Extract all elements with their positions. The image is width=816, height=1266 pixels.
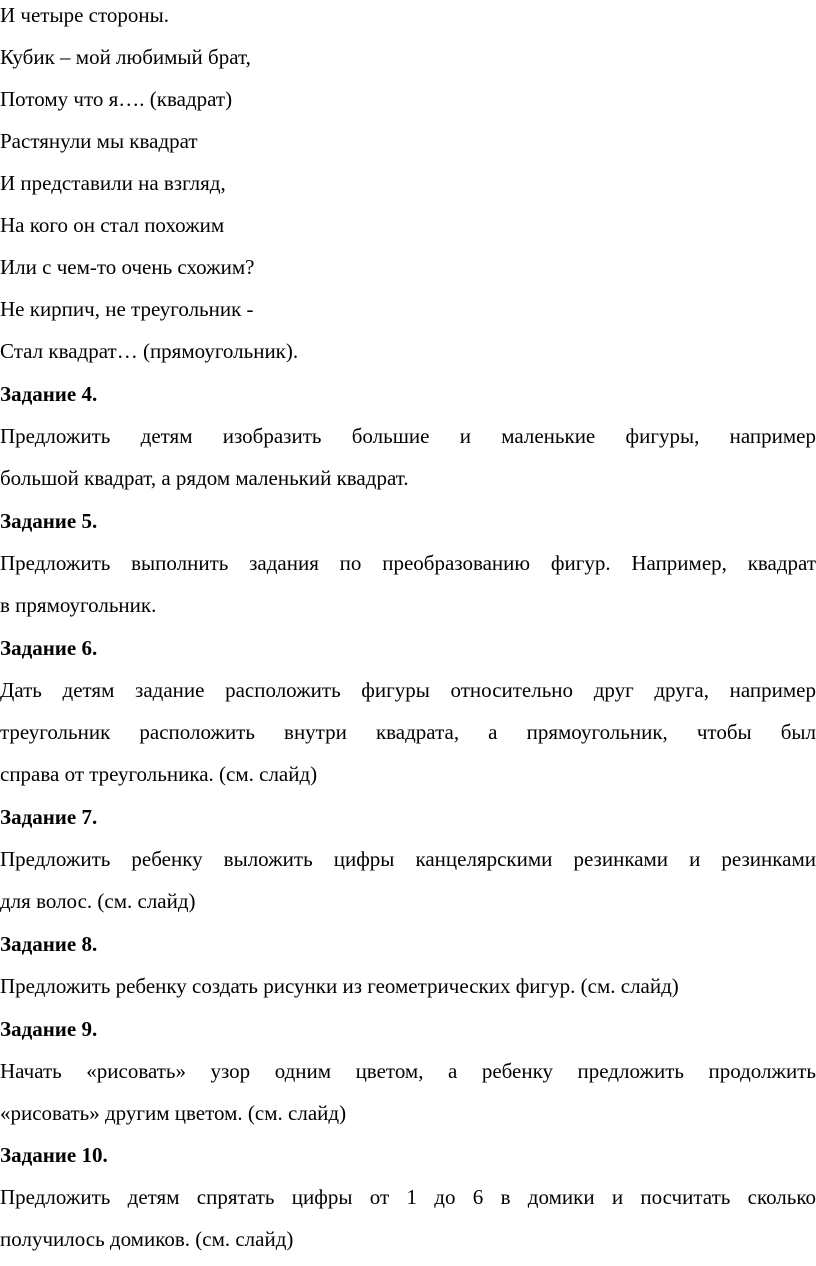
poem-line: На кого он стал похожим [0, 213, 225, 237]
poem-line: И представили на взгляд, [0, 171, 226, 195]
poem-line: Растянули мы квадрат [0, 129, 198, 153]
task-text-line: «рисовать» другим цветом. (см. слайд) [0, 1101, 347, 1125]
task-text-line: Предложить ребенку создать рисунки из геометрических фигур. (см. слайд) [0, 974, 679, 998]
task-text-line: Предложить детям спрятать цифры от 1 до 6 в домики и посчитать сколько [0, 1185, 816, 1209]
task-text-line: большой квадрат, а рядом маленький квадрат. [0, 466, 409, 490]
task-heading: Задание 8. [0, 932, 98, 956]
poem-line: Потому что я…. (квадрат) [0, 87, 233, 111]
task-heading: Задание 9. [0, 1017, 98, 1041]
task-heading: Задание 5. [0, 509, 98, 533]
task-heading: Задание 6. [0, 636, 98, 660]
task-text-line: получилось домиков. (см. слайд) [0, 1227, 294, 1251]
task-heading: Задание 4. [0, 382, 98, 406]
task-text-line: Начать «рисовать» узор одним цветом, а ребенку предложить продолжить [0, 1059, 816, 1083]
task-text-line: в прямоугольник. [0, 593, 157, 617]
task-text-line: Предложить ребенку выложить цифры канцелярскими резинками и резинками [0, 847, 816, 871]
task-text-line: для волос. (см. слайд) [0, 889, 196, 913]
task-text-line: Дать детям задание расположить фигуры относительно друг друга, например [0, 678, 816, 702]
poem-line: Не кирпич, не треугольник - [0, 297, 254, 321]
poem-line: Стал квадрат… (прямоугольник). [0, 339, 299, 363]
task-heading: Задание 7. [0, 805, 98, 829]
poem-line: И четыре стороны. [0, 3, 169, 27]
task-text-line: Предложить выполнить задания по преобразованию фигур. Например, квадрат [0, 551, 816, 575]
poem-line: Кубик – мой любимый брат, [0, 45, 251, 69]
poem-line: Или с чем-то очень схожим? [0, 255, 255, 279]
task-text-line: треугольник расположить внутри квадрата, а прямоугольник, чтобы был [0, 720, 816, 744]
task-heading: Задание 10. [0, 1143, 108, 1167]
task-text-line: справа от треугольника. (см. слайд) [0, 762, 318, 786]
task-text-line: Предложить детям изобразить большие и маленькие фигуры, например [0, 424, 816, 448]
